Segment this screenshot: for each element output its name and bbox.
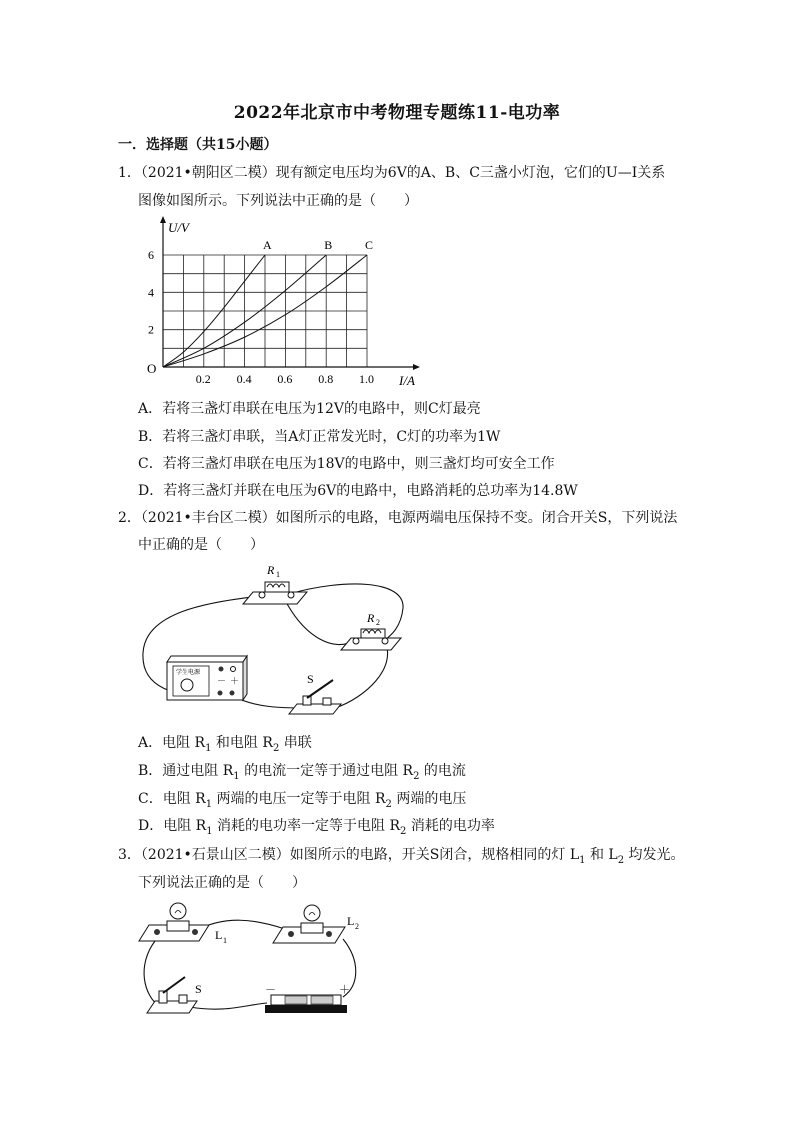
supply-label: 学生电源: [176, 670, 201, 676]
q1-ui-chart: [135, 215, 435, 390]
chart-ticks: [148, 248, 374, 386]
r1-sub: 1: [276, 570, 280, 579]
x-tick-label: 0.6: [277, 372, 293, 386]
q1-stem-line1: 1．（2021•朝阳区二模）现有额定电压均为6V的A、B、C三盏小灯泡，它们的U—I关系: [118, 165, 666, 181]
supply-minus: －: [217, 676, 227, 686]
q2-option-a: A．电阻 $R_1$ 和电阻 $R_2$ 串联: [138, 735, 312, 754]
curve-label-b: B: [324, 238, 333, 252]
q3-stem-line1: 3．（2021•石景山区二模）如图所示的电路，开关S闭合，规格相同的灯 $L_1$ 和 $L_2$ 均发光。: [118, 847, 685, 866]
q2-option-c: C．电阻 $R_1$ 两端的电压一定等于电阻 $R_2$ 两端的电压: [138, 791, 467, 810]
q2-stem-line1: 2．（2021•丰台区二模）如图所示的电路，电源两端电压保持不变。闭合开关S，下列说法: [118, 510, 678, 526]
y-axis-label: U/V: [168, 220, 189, 235]
q3-circuit-figure: [135, 895, 375, 1025]
q1-option-c: C．若将三盏灯串联在电压为18V的电路中，则三盏灯均可安全工作: [138, 456, 555, 472]
q2-option-b: B．通过电阻 $R_1$ 的电流一定等于通过电阻 $R_2$ 的电流: [138, 763, 466, 782]
x-tick-label: 0.2: [195, 372, 211, 386]
l2-label: L: [347, 914, 355, 928]
r1-label: R: [267, 563, 275, 577]
lamp-l2: [273, 905, 359, 943]
page-title: 2022年北京市中考物理专题练11-电功率: [233, 103, 561, 123]
x-axis-label: I/A: [399, 373, 415, 388]
origin-label: O: [147, 361, 157, 376]
x-tick-label: 1.0: [359, 372, 374, 386]
q3-stem-line2: 下列说法正确的是（ ）: [138, 875, 306, 891]
curve-label-a: A: [263, 238, 272, 252]
y-tick-label: 2: [148, 322, 154, 337]
y-tick-label: 4: [148, 285, 154, 300]
x-tick-label: 0.8: [318, 372, 334, 386]
y-tick-label: 6: [148, 248, 154, 262]
supply-plus: ＋: [230, 676, 240, 686]
switch-label: S: [307, 672, 314, 686]
l2-sub: 2: [355, 922, 359, 931]
q1-option-a: A．若将三盏灯串联在电压为12V的电路中，则C灯最亮: [138, 401, 481, 417]
l1-label: L: [215, 928, 223, 942]
x-axis-arrow: [413, 364, 420, 370]
battery: [265, 984, 350, 1013]
q2-circuit-figure: [135, 558, 425, 723]
resistor-r1: [243, 563, 307, 604]
section-heading: 一．选择题（共15小题）: [118, 137, 278, 153]
switch-label: S: [195, 982, 202, 996]
curve-label-c: C: [365, 238, 374, 252]
r2-sub: 2: [376, 618, 380, 627]
q1-stem-line2: 图像如图所示。下列说法中正确的是（ ）: [138, 193, 418, 209]
chart-axes: [160, 216, 420, 370]
battery-plus: ＋: [339, 984, 350, 996]
chart-grid: [163, 255, 367, 367]
power-supply: [167, 656, 247, 700]
q1-option-b: B．若将三盏灯串联，当A灯正常发光时，C灯的功率为1W: [138, 429, 501, 445]
q2-option-d: D．电阻 $R_1$ 消耗的电功率一定等于电阻 $R_2$ 消耗的电功率: [138, 818, 495, 837]
battery-minus: －: [265, 984, 276, 996]
y-axis-arrow: [160, 216, 166, 223]
l1-sub: 1: [223, 936, 227, 945]
chart-curves: [163, 238, 373, 367]
q1-option-d: D．若将三盏灯并联在电压为6V的电路中，电路消耗的总功率为14.8W: [138, 483, 578, 499]
switch-s: [289, 672, 341, 714]
q2-stem-line2: 中正确的是（ ）: [138, 537, 264, 553]
r2-label: R: [367, 611, 375, 625]
x-tick-label: 0.4: [236, 372, 252, 386]
resistor-r2: [341, 611, 401, 650]
